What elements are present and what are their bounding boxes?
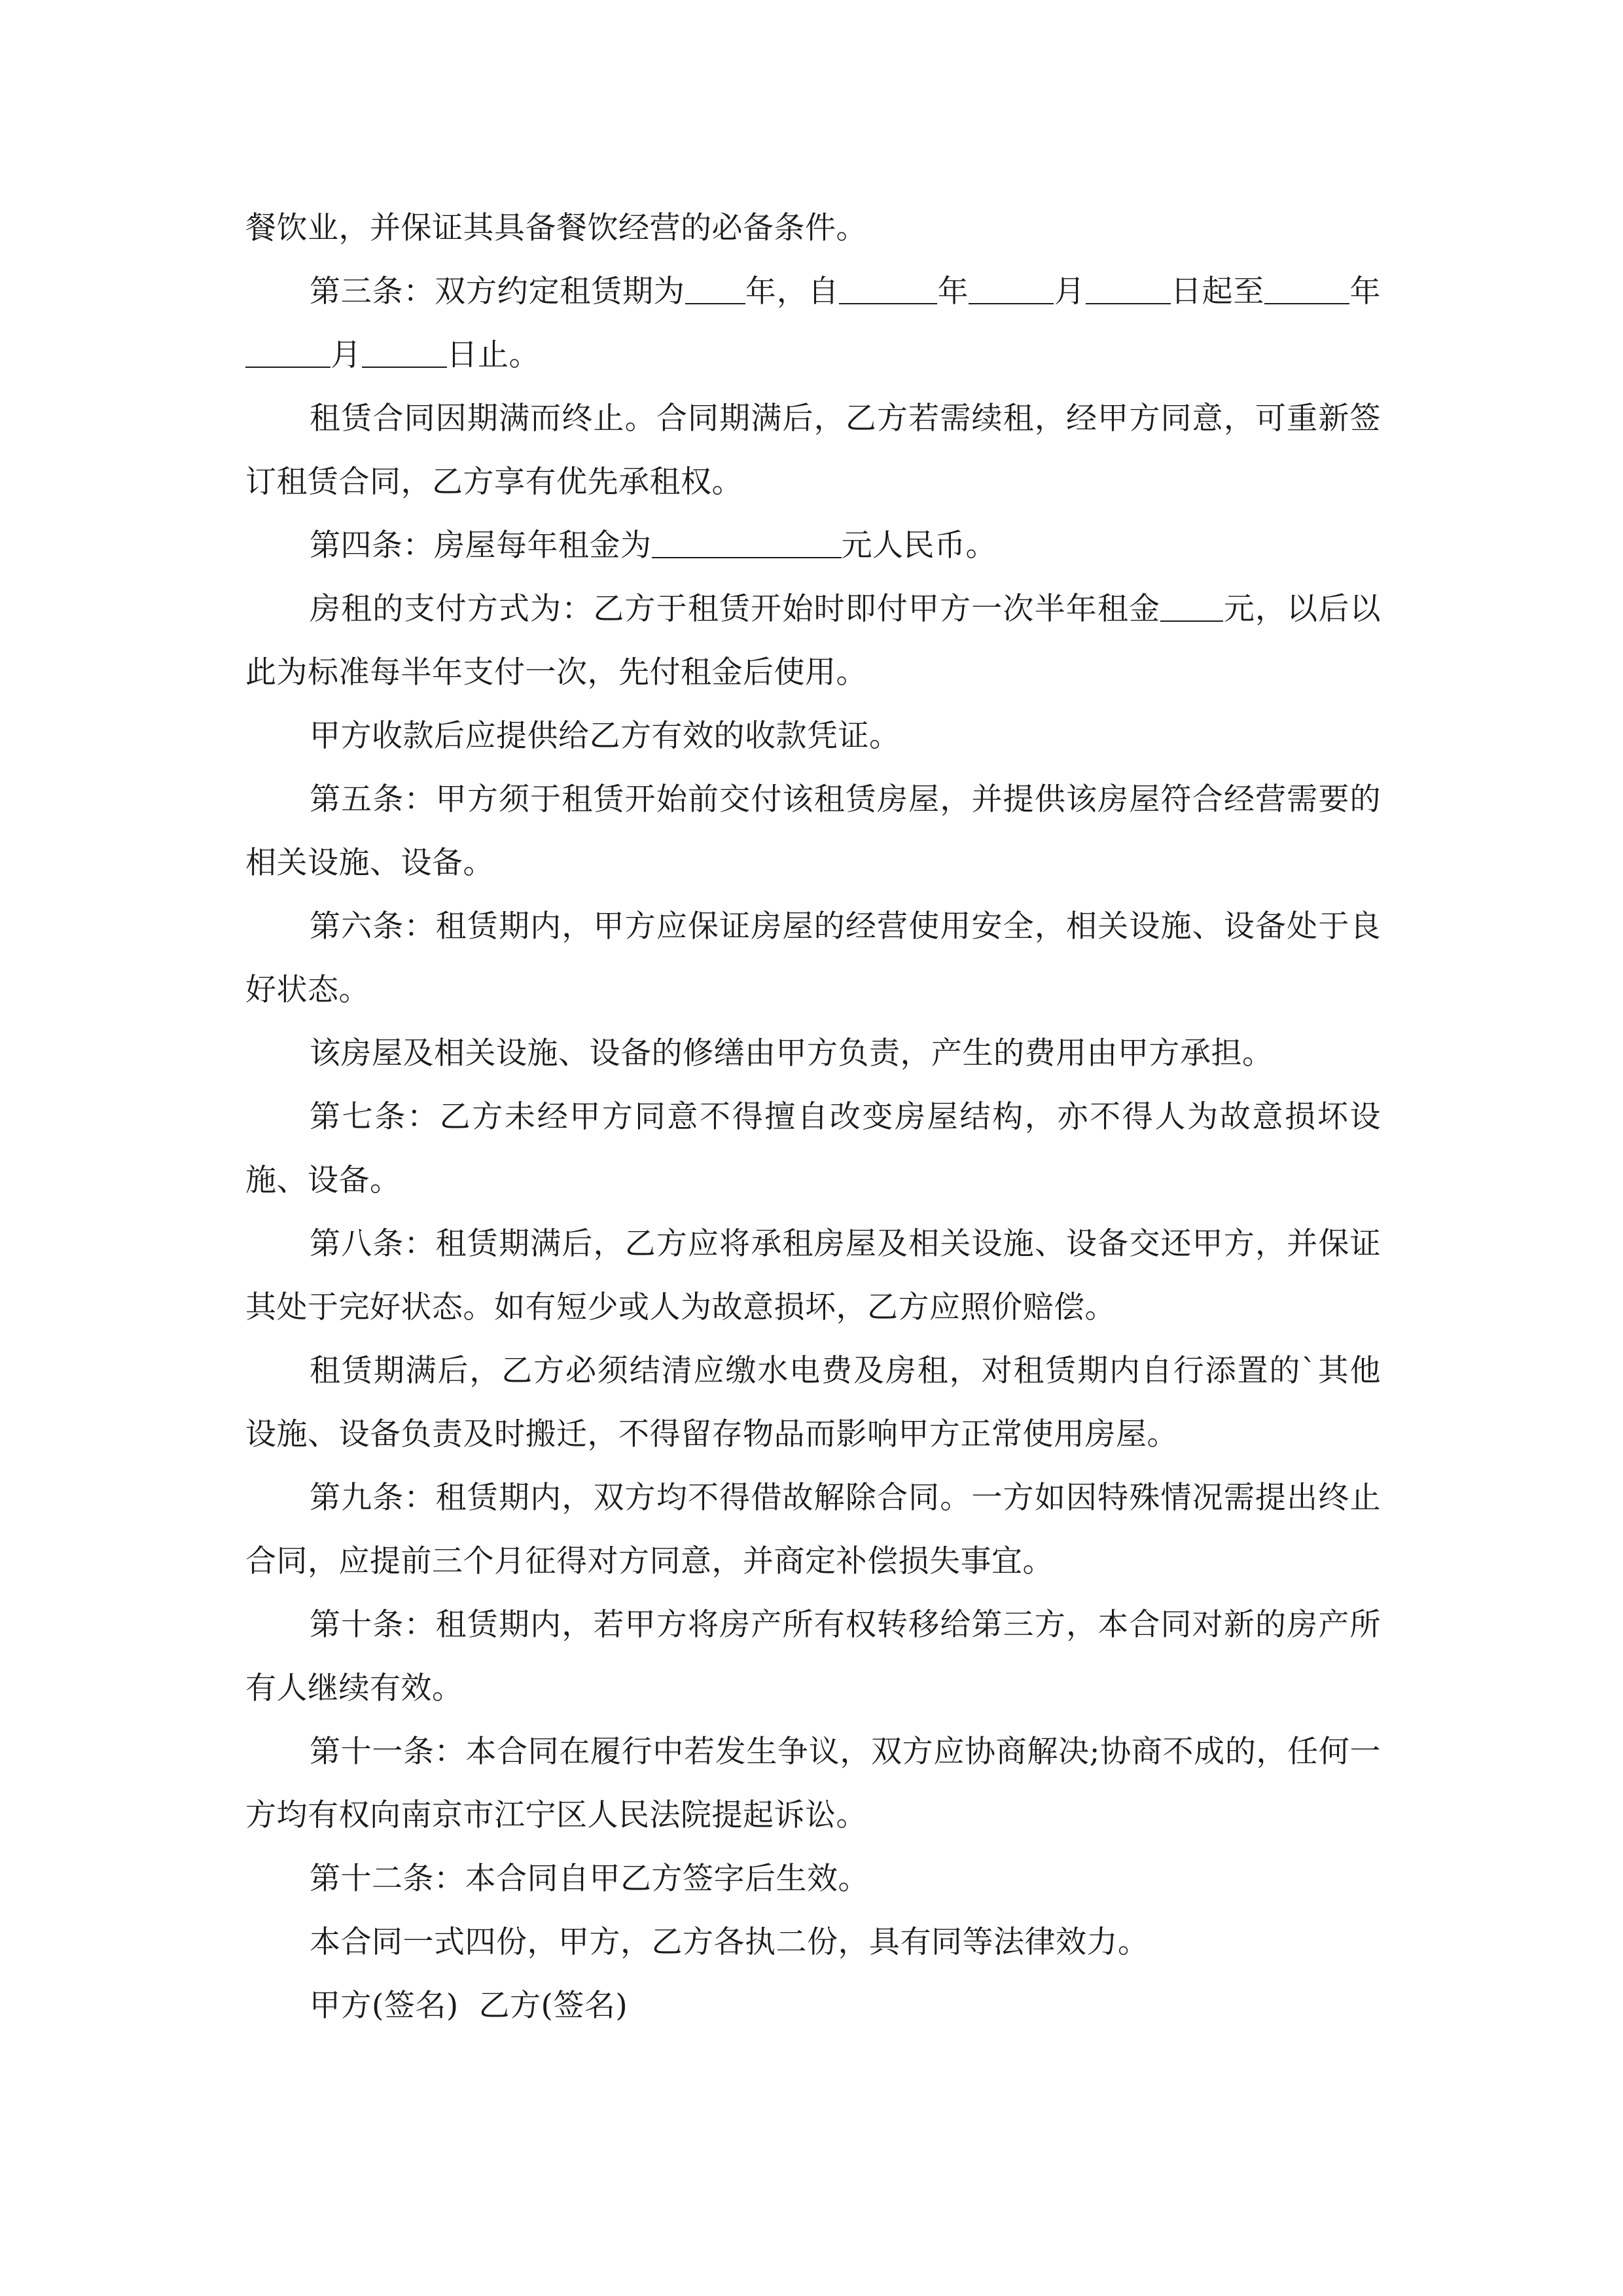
blank-end-month[interactable] [245,338,330,368]
paragraph-payment-method [245,577,1381,704]
art3-text-4: 月 [1054,274,1086,310]
article-10: 第十条：租赁期内，若甲方将房产所有权转移给第三方，本合同对新的房产所有人继续有效。 [245,1607,1381,1706]
article-5: 第五条：甲方须于租赁开始前交付该租赁房屋，并提供该房屋符合经营需要的相关设施、设备。 [245,781,1381,881]
article-6: 第六条：租赁期内，甲方应保证房屋的经营使用安全，相关设施、设备处于良好状态。 [245,908,1381,1008]
art3-text-2: 年，自 [745,274,840,310]
art3-text-6: 年 [1349,274,1382,310]
article-9: 第九条：租赁期内，双方均不得借故解除合同。一方如因特殊情况需提出终止合同，应提前三个月征得对方同意，并商定补偿损失事宜。 [245,1480,1381,1579]
art3-text-3: 年 [937,274,969,310]
blank-start-month[interactable] [969,274,1054,304]
blank-start-year[interactable] [839,274,937,304]
paragraph-catering-conditions: 餐饮业，并保证其具备餐饮经营的必备条件。 [245,210,867,246]
art3-text-1: 第三条：双方约定租赁期为 [310,274,685,310]
article-4-annual-rent [245,514,1381,577]
signature-line: 甲方(签名) 乙方(签名) [310,1988,628,2024]
art3-text-8: 日止。 [446,337,540,373]
art4-text-2: 元人民币。 [841,528,997,564]
blank-end-year[interactable] [1264,274,1349,304]
paragraph-copies: 本合同一式四份，甲方，乙方各执二份，具有同等法律效力。 [310,1924,1149,1960]
paragraph-lease-expiry: 租赁合同因期满而终止。合同期满后，乙方若需续租，经甲方同意，可重新签订租赁合同，乙方享有优先承租权。 [245,401,1381,500]
blank-end-day[interactable] [362,338,447,368]
article-11: 第十一条：本合同在履行中若发生争议，双方应协商解决;协商不成的，任何一方均有权向南京市江宁区人民法院提起诉讼。 [245,1734,1381,1833]
article-3-lease-term [245,260,1381,387]
contract-page [245,196,1381,2037]
art3-text-5: 日起至 [1170,274,1265,310]
blank-half-year-rent[interactable] [1160,592,1223,622]
article-8: 第八条：租赁期满后，乙方应将承租房屋及相关设施、设备交还甲方，并保证其处于完好状态。如有短少或人为故意损坏，乙方应照价赔偿。 [245,1226,1381,1325]
art3-text-7: 月 [330,337,362,373]
art4-text-1: 第四条：房屋每年租金为 [310,528,652,564]
article-7: 第七条：乙方未经甲方同意不得擅自改变房屋结构，亦不得人为故意损坏设施、设备。 [245,1099,1381,1198]
blank-lease-years[interactable] [685,274,745,304]
pay-text-2: 元，以后以此为标准每半年支付一次，先付租金后使用。 [245,591,1381,691]
paragraph-receipt: 甲方收款后应提供给乙方有效的收款凭证。 [310,718,901,754]
article-12: 第十二条：本合同自甲乙方签字后生效。 [310,1861,869,1897]
blank-start-day[interactable] [1086,274,1171,304]
pay-text-1: 房租的支付方式为：乙方于租赁开始时即付甲方一次半年租金 [310,591,1161,627]
paragraph-settlement: 租赁期满后，乙方必须结清应缴水电费及房租，对租赁期内自行添置的`其他设施、设备负责及时搬迁，不得留存物品而影响甲方正常使用房屋。 [245,1353,1381,1452]
paragraph-repair: 该房屋及相关设施、设备的修缮由甲方负责，产生的费用由甲方承担。 [310,1035,1274,1071]
blank-annual-rent[interactable] [652,528,842,558]
